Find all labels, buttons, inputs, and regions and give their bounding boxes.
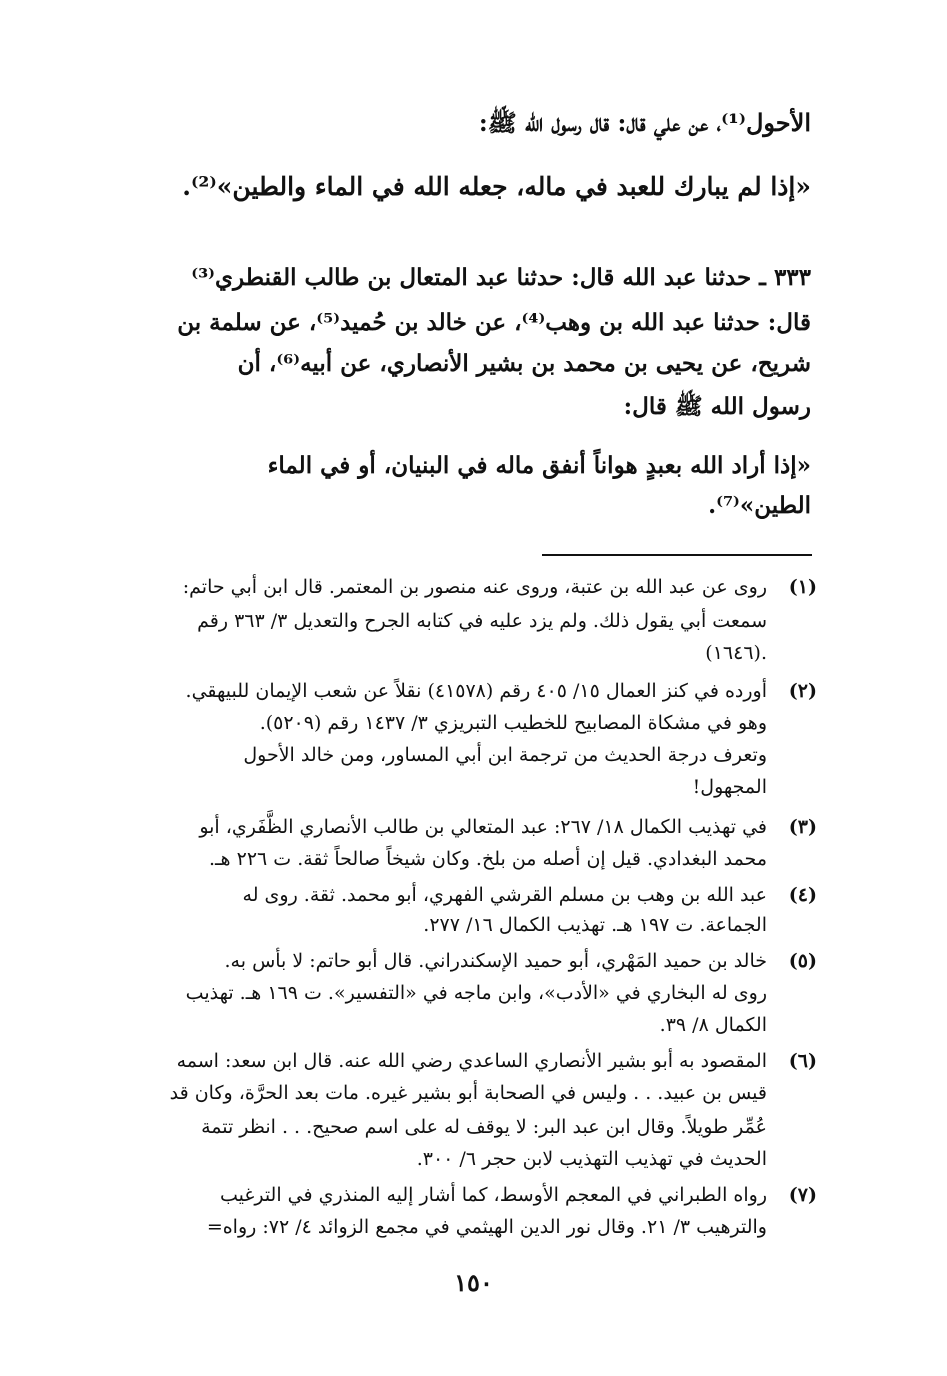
footnote-2-number: (٢): [788, 680, 817, 702]
footnote-3-line-1: في تهذيب الكمال ١٨/ ٢٦٧: عبد المتعالي بن طالب الأنصاري الظَّفَري، أبو: [199, 816, 767, 838]
footnote-7-number: (٧): [788, 1184, 817, 1206]
footnote-4-line-1: عبد الله بن وهب بن مسلم القرشي الفهري، أبو محمد. ثقة. روى له: [242, 884, 767, 906]
footnote-5-line-1: خالد بن حميد المَهْري، أبو حميد الإسكندراني. قال أبو حاتم: لا بأس به.: [224, 950, 767, 972]
footnote-separator: [542, 554, 812, 556]
footnote-3-line-2: محمد البغدادي. قيل إن أصله من بلخ. وكان شيخاً صالحاً ثقة. ت ٢٢٦ هـ.: [208, 848, 767, 870]
main-text-line-4: قال: حدثنا عبد الله بن وهب⁽⁴⁾، عن خالد بن حُميد⁽⁵⁾، عن سلمة بن: [177, 309, 811, 336]
footnote-1-line-3: (١٦٤٦).: [705, 642, 767, 664]
main-text-line-1: الأحول⁽¹⁾، عن علي قال: قال رسول الله ﷺ:: [478, 108, 811, 137]
footnote-2-line-1: أورده في كنز العمال ١٥/ ٤٠٥ رقم (٤١٥٧٨) نقلاً عن شعب الإيمان للبيهقي.: [185, 680, 767, 702]
main-text-line-5: شريح، عن يحيى بن محمد بن بشير الأنصاري، عن أبيه⁽⁶⁾، أن: [237, 350, 811, 377]
footnote-1-line-2: سمعت أبي يقول ذلك. ولم يزد عليه في كتابه الجرح والتعديل ٣/ ٣٦٣ رقم: [197, 610, 767, 632]
hadith-entry-number: ٣٣٣: [773, 264, 811, 291]
footnote-1-line-1: روى عن عبد الله بن عتبة، وروى عنه منصور بن المعتمر. قال ابن أبي حاتم:: [182, 576, 767, 598]
footnote-6-line-2: قيس بن عبيد. . . وليس في الصحابة أبو بشير غيره. مات بعد الحرَّة، وكان قد: [169, 1082, 767, 1104]
hadith-quote-2-line-2: الطين»⁽⁷⁾.: [708, 492, 811, 519]
footnote-6-line-4: الحديث في تهذيب التهذيب لابن حجر ٦/ ٣٠٠.: [416, 1148, 767, 1170]
footnote-6-line-3: عُمِّر طويلاً. وقال ابن عبد البر: لا يوقف له على اسم صحيح. . . انظر تتمة: [201, 1116, 767, 1138]
page-number: ١٥٠: [454, 1268, 493, 1297]
footnote-6-line-1: المقصود به أبو بشير الأنصاري الساعدي رضي الله عنه. قال ابن سعد: اسمه: [176, 1050, 767, 1072]
footnote-4-number: (٤): [788, 884, 817, 906]
hadith-quote-1: «إذا لم يبارك للعبد في ماله، جعله الله في الماء والطين»⁽²⁾.: [182, 172, 811, 201]
isnad-text: ـ حدثنا عبد الله قال: حدثنا عبد المتعال بن طالب القنطري⁽³⁾: [191, 264, 766, 291]
footnote-5-line-3: الكمال ٨/ ٣٩.: [659, 1014, 767, 1036]
footnote-1-number: (١): [788, 576, 817, 598]
footnote-4-line-2: الجماعة. ت ١٩٧ هـ. تهذيب الكمال ١٦/ ٢٧٧.: [423, 914, 767, 936]
footnote-5-line-2: روى له البخاري في «الأدب»، وابن ماجه في «التفسير». ت ١٦٩ هـ. تهذيب: [185, 982, 767, 1004]
footnote-2-line-2: وهو في مشكاة المصابيح للخطيب التبريزي ٣/ ١٤٣٧ رقم (٥٢٠٩).: [259, 712, 767, 734]
main-text-line-3: [191, 264, 811, 291]
footnote-7-line-2: والترهيب ٣/ ٢١. وقال نور الدين الهيثمي في مجمع الزوائد ٤/ ٧٢: رواه=: [206, 1216, 767, 1238]
main-text-line-6: رسول الله ﷺ قال:: [623, 393, 811, 420]
footnote-5-number: (٥): [788, 950, 817, 972]
footnote-2-line-3: وتعرف درجة الحديث من ترجمة ابن أبي المساور، ومن خالد الأحول: [243, 744, 767, 766]
footnote-2-line-4: المجهول!: [692, 776, 767, 798]
footnote-3-number: (٣): [788, 816, 817, 838]
footnote-6-number: (٦): [788, 1050, 817, 1072]
footnote-7-line-1: رواه الطبراني في المعجم الأوسط، كما أشار إليه المنذري في الترغيب: [220, 1184, 767, 1206]
hadith-quote-2-line-1: «إذا أراد الله بعبدٍ هواناً أنفق ماله في البنيان، أو في الماء: [267, 452, 811, 479]
